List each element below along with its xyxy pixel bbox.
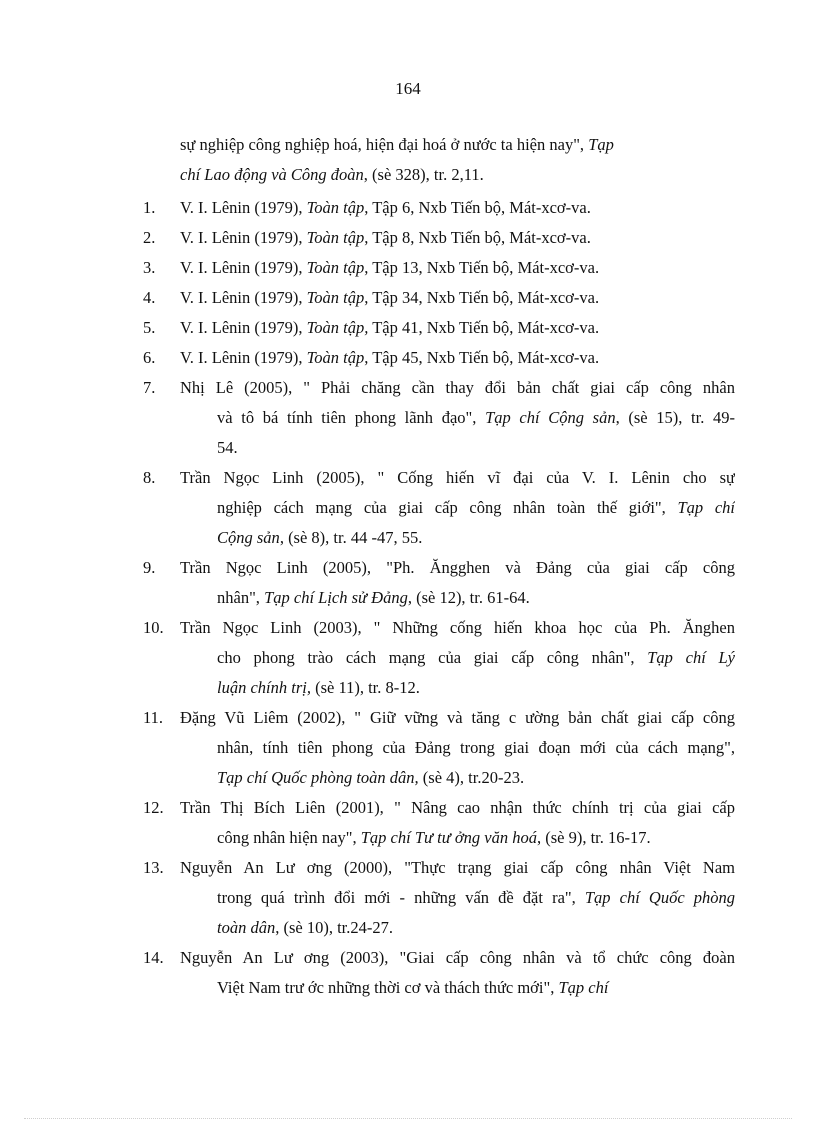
reference-line	[180, 643, 735, 673]
reference-line	[180, 823, 735, 853]
reference-number: 1.	[143, 198, 156, 217]
text-span: công nhân hiện nay",	[217, 828, 361, 847]
reference-details: (sè 11), tr. 8-12.	[310, 678, 420, 697]
reference-details: , (sè 8), tr. 44 -47, 55.	[279, 528, 423, 547]
reference-number: 13.	[143, 858, 164, 877]
reference-line: Nguyễn An Lư ơng (2000), "Thực trạng giai cấp công nhân Việt Nam	[180, 858, 735, 877]
reference-number: 7.	[143, 378, 156, 397]
reference-number: 8.	[143, 468, 156, 487]
reference-number: 10.	[143, 618, 164, 637]
reference-item-3	[0, 253, 816, 283]
reference-author: V. I. Lênin (1979),	[180, 198, 307, 217]
reference-author: V. I. Lênin (1979),	[180, 288, 307, 307]
continuation-text	[180, 130, 740, 190]
reference-line: nhân, tính tiên phong của Đảng trong giai đoạn mới của cách mạng",	[217, 738, 735, 757]
reference-number: 5.	[143, 318, 156, 337]
reference-line: Trần Thị Bích Liên (2001), " Nâng cao nhận thức chính trị của giai cấp	[180, 798, 735, 817]
reference-details: , Tập 45, Nxb Tiến bộ, Mát-xcơ-va.	[364, 348, 600, 367]
reference-details: (sè 4), tr.20-23.	[418, 768, 525, 787]
reference-line	[180, 913, 735, 943]
reference-details: , Tập 6, Nxb Tiến bộ, Mát-xcơ-va.	[364, 198, 591, 217]
reference-title: Tạp chí Lý	[647, 648, 735, 667]
reference-number: 4.	[143, 288, 156, 307]
reference-item-7	[0, 373, 816, 463]
reference-item-5	[0, 313, 816, 343]
reference-number: 3.	[143, 258, 156, 277]
reference-number: 12.	[143, 798, 164, 817]
text-span: Việt Nam trư ớc những thời cơ và thách thức mới",	[217, 978, 559, 997]
reference-number: 6.	[143, 348, 156, 367]
reference-line: Trần Ngọc Linh (2005), " Cống hiến vĩ đại của V. I. Lênin cho sự	[180, 468, 735, 487]
reference-item-6	[0, 343, 816, 373]
reference-title: luận chính trị,	[217, 678, 311, 697]
reference-line	[180, 883, 735, 913]
reference-details: , (sè 10), tr.24-27.	[275, 918, 393, 937]
reference-title: Tạp chí Quốc phòng toàn dân,	[217, 768, 419, 787]
reference-title: Tạp chí	[677, 498, 735, 517]
reference-line: Nhị Lê (2005), " Phải chăng cần thay đổi bản chất giai cấp công nhân	[180, 378, 735, 397]
reference-title: Toàn tập	[306, 258, 365, 277]
reference-line: Nguyễn An Lư ơng (2003), "Giai cấp công nhân và tổ chức công đoàn	[180, 948, 735, 967]
reference-line	[180, 493, 735, 523]
reference-item-14	[0, 943, 816, 1003]
reference-line	[180, 973, 735, 1003]
reference-title: Tạp chí Quốc phòng	[584, 888, 735, 907]
text-span: sự nghiệp công nghiệp hoá, hiện đại hoá ở nước ta hiện nay",	[180, 135, 589, 154]
text-span: cho phong trào cách mạng của giai cấp công nhân",	[217, 648, 648, 667]
reference-title: toàn dân	[217, 918, 276, 937]
page-bottom-rule	[24, 1118, 792, 1119]
reference-item-1	[0, 193, 816, 223]
reference-number: 14.	[143, 948, 164, 967]
reference-details: Tập 41, Nxb Tiến bộ, Mát-xcơ-va.	[368, 318, 600, 337]
reference-title: Toàn tập	[306, 228, 365, 247]
reference-author: V. I. Lênin (1979),	[180, 228, 307, 247]
reference-item-12	[0, 793, 816, 853]
reference-line	[180, 673, 735, 703]
page-number: 164	[395, 79, 421, 98]
reference-line	[180, 403, 735, 433]
reference-item-4	[0, 283, 816, 313]
reference-item-9	[0, 553, 816, 613]
reference-title: Cộng sản	[217, 528, 280, 547]
reference-title: Tạp chí Cộng sản	[485, 408, 616, 427]
text-span: nhân",	[217, 588, 265, 607]
reference-title: Tạp chí	[558, 978, 609, 997]
reference-title: Toàn tập	[306, 288, 365, 307]
reference-title: Toàn tập	[306, 348, 365, 367]
journal-title: Tạp	[588, 135, 614, 154]
reference-number: 9.	[143, 558, 156, 577]
reference-author: V. I. Lênin (1979),	[180, 318, 307, 337]
reference-details: , Tập 8, Nxb Tiến bộ, Mát-xcơ-va.	[364, 228, 591, 247]
reference-number: 11.	[143, 708, 164, 727]
reference-author: V. I. Lênin (1979),	[180, 348, 307, 367]
reference-line	[180, 763, 735, 793]
reference-item-11	[0, 703, 816, 793]
reference-item-13	[0, 853, 816, 943]
reference-line	[180, 523, 735, 553]
reference-author: V. I. Lênin (1979),	[180, 258, 307, 277]
reference-line: Đặng Vũ Liêm (2002), " Giữ vững và tăng c ường bản chất giai cấp công	[180, 708, 735, 727]
reference-item-2	[0, 223, 816, 253]
reference-list	[0, 193, 816, 1003]
text-span: trong quá trình đổi mới - những vấn đề đặt ra",	[217, 888, 585, 907]
reference-item-8	[0, 463, 816, 553]
reference-title: Toàn tập,	[306, 318, 369, 337]
reference-line	[180, 583, 735, 613]
reference-line: 54.	[217, 438, 238, 457]
reference-details: , (sè 12), tr. 61-64.	[407, 588, 530, 607]
reference-title: Tạp chí Tư tư ởng văn hoá	[360, 828, 537, 847]
reference-details: , Tập 13, Nxb Tiến bộ, Mát-xcơ-va.	[364, 258, 600, 277]
reference-title: Toàn tập	[306, 198, 365, 217]
journal-title: chí Lao động và Công đoàn	[180, 165, 364, 184]
continuation-line-1	[180, 130, 740, 160]
text-span: nghiệp cách mạng của giai cấp công nhân toàn thế giới",	[217, 498, 678, 517]
continuation-line-2	[180, 160, 740, 190]
text-span: , (sè 328), tr. 2,11.	[363, 165, 484, 184]
reference-details: , (sè 9), tr. 16-17.	[536, 828, 651, 847]
reference-details: , Tập 34, Nxb Tiến bộ, Mát-xcơ-va.	[364, 288, 600, 307]
reference-item-10	[0, 613, 816, 703]
text-span: và tô bá tính tiên phong lãnh đạo",	[217, 408, 486, 427]
reference-title: Tạp chí Lịch sử Đảng	[264, 588, 408, 607]
reference-details: , (sè 15), tr. 49-	[615, 408, 735, 427]
reference-line: Trần Ngọc Linh (2003), " Những cống hiến khoa học của Ph. Ănghen	[180, 618, 735, 637]
reference-line: Trần Ngọc Linh (2005), "Ph. Ăngghen và Đảng của giai cấp công	[180, 558, 735, 577]
reference-number: 2.	[143, 228, 156, 247]
